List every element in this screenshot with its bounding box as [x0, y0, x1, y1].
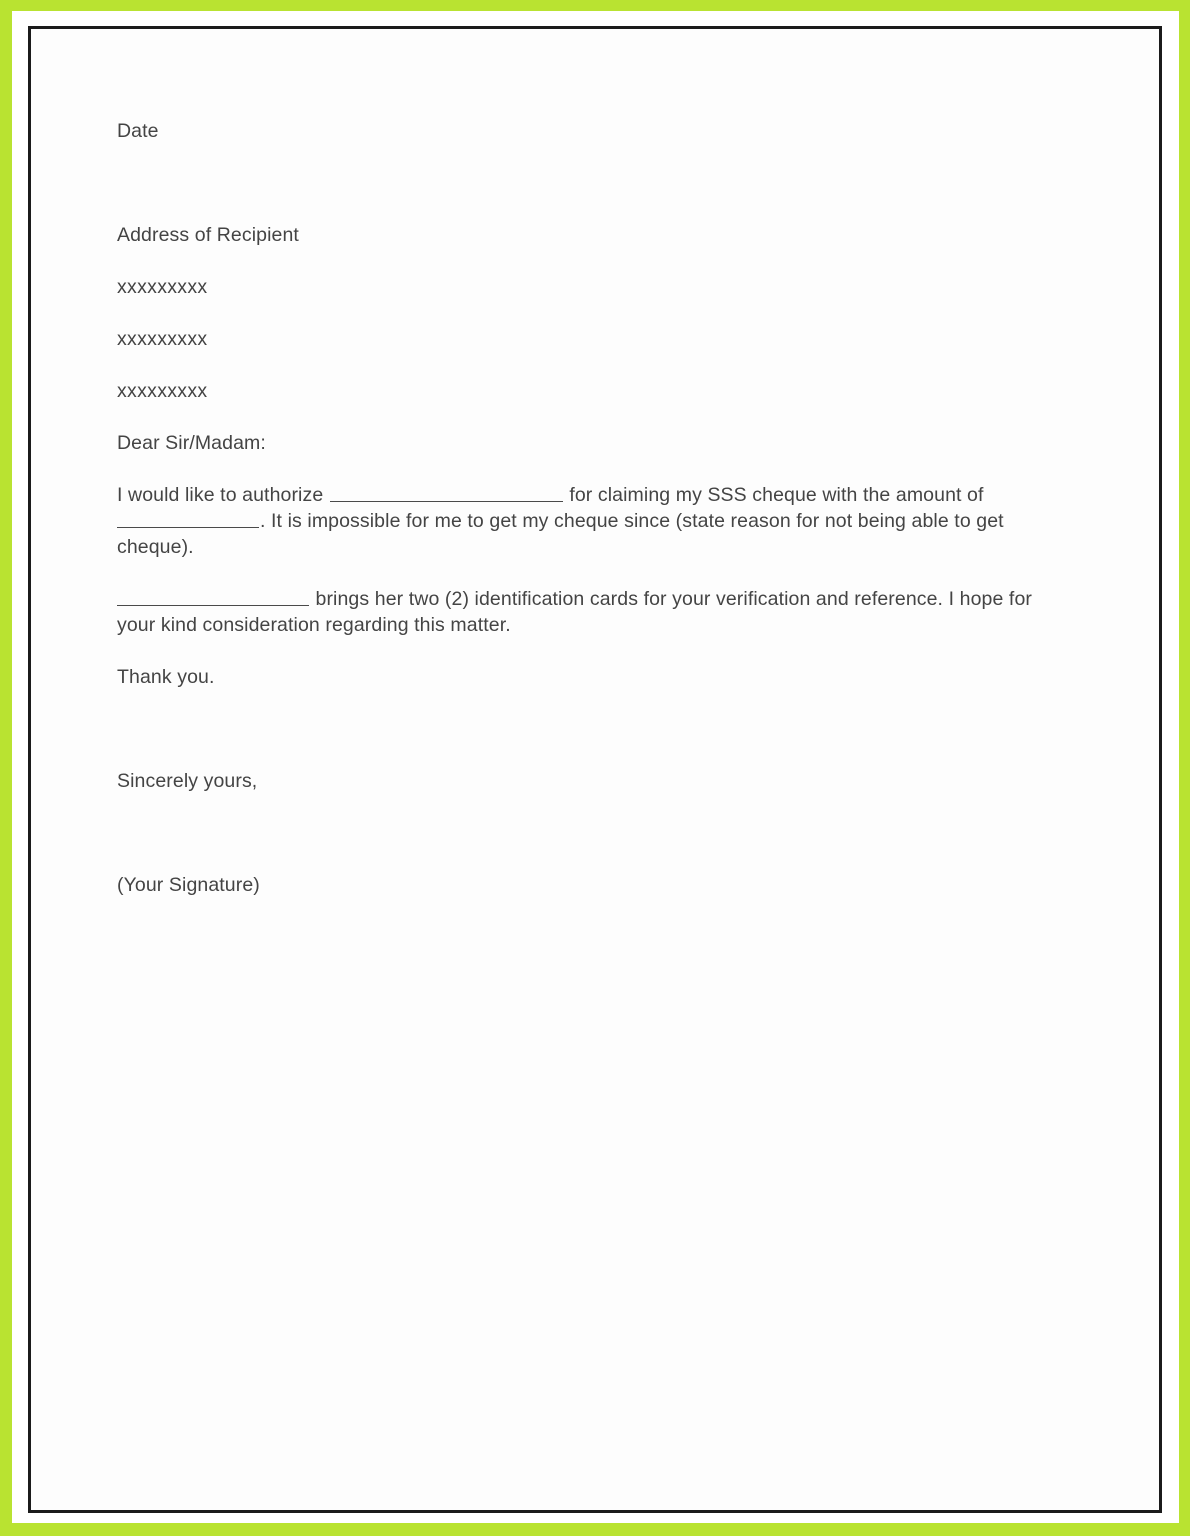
amount-blank[interactable]: [117, 510, 259, 528]
authorized-person-blank[interactable]: [330, 484, 563, 502]
signature-placeholder: (Your Signature): [117, 874, 260, 896]
spacer-after-date: [117, 144, 1037, 222]
paragraph-1-text-end: . It is impossible for me to get my cheque since (state reason for not being able to get cheque).: [117, 510, 1004, 558]
thank-you-line: Thank you.: [117, 666, 215, 688]
closing-line: Sincerely yours,: [117, 770, 258, 792]
representative-name-blank[interactable]: [117, 588, 309, 606]
recipient-address-line-3: xxxxxxxxx: [117, 380, 208, 402]
recipient-address-line-1: xxxxxxxxx: [117, 276, 208, 298]
salutation: Dear Sir/Madam:: [117, 432, 266, 454]
paragraph-2-text: brings her two (2) identification cards for your verification and reference. I hope for your kind consideration regarding this matter.: [117, 588, 1032, 636]
spacer-recipient-1: [117, 248, 1037, 274]
paragraph-1-text-middle: for claiming my SSS cheque with the amount of: [563, 484, 984, 506]
recipient-address-line-2: xxxxxxxxx: [117, 328, 208, 350]
spacer-before-paragraph-2: [117, 560, 1037, 586]
spacer-before-thanks: [117, 638, 1037, 664]
recipient-address-heading: Address of Recipient: [117, 224, 299, 246]
date-label: Date: [117, 120, 159, 142]
spacer-before-closing: [117, 690, 1037, 768]
spacer-recipient-3: [117, 352, 1037, 378]
spacer-before-signature: [117, 794, 1037, 872]
paragraph-identification: [117, 586, 1037, 638]
spacer-before-salutation: [117, 404, 1037, 430]
spacer-before-paragraph-1: [117, 456, 1037, 482]
spacer-recipient-2: [117, 300, 1037, 326]
letter-content: [117, 118, 1037, 898]
paragraph-1-text-before-blank: I would like to authorize: [117, 484, 329, 506]
paragraph-authorization: [117, 482, 1037, 560]
